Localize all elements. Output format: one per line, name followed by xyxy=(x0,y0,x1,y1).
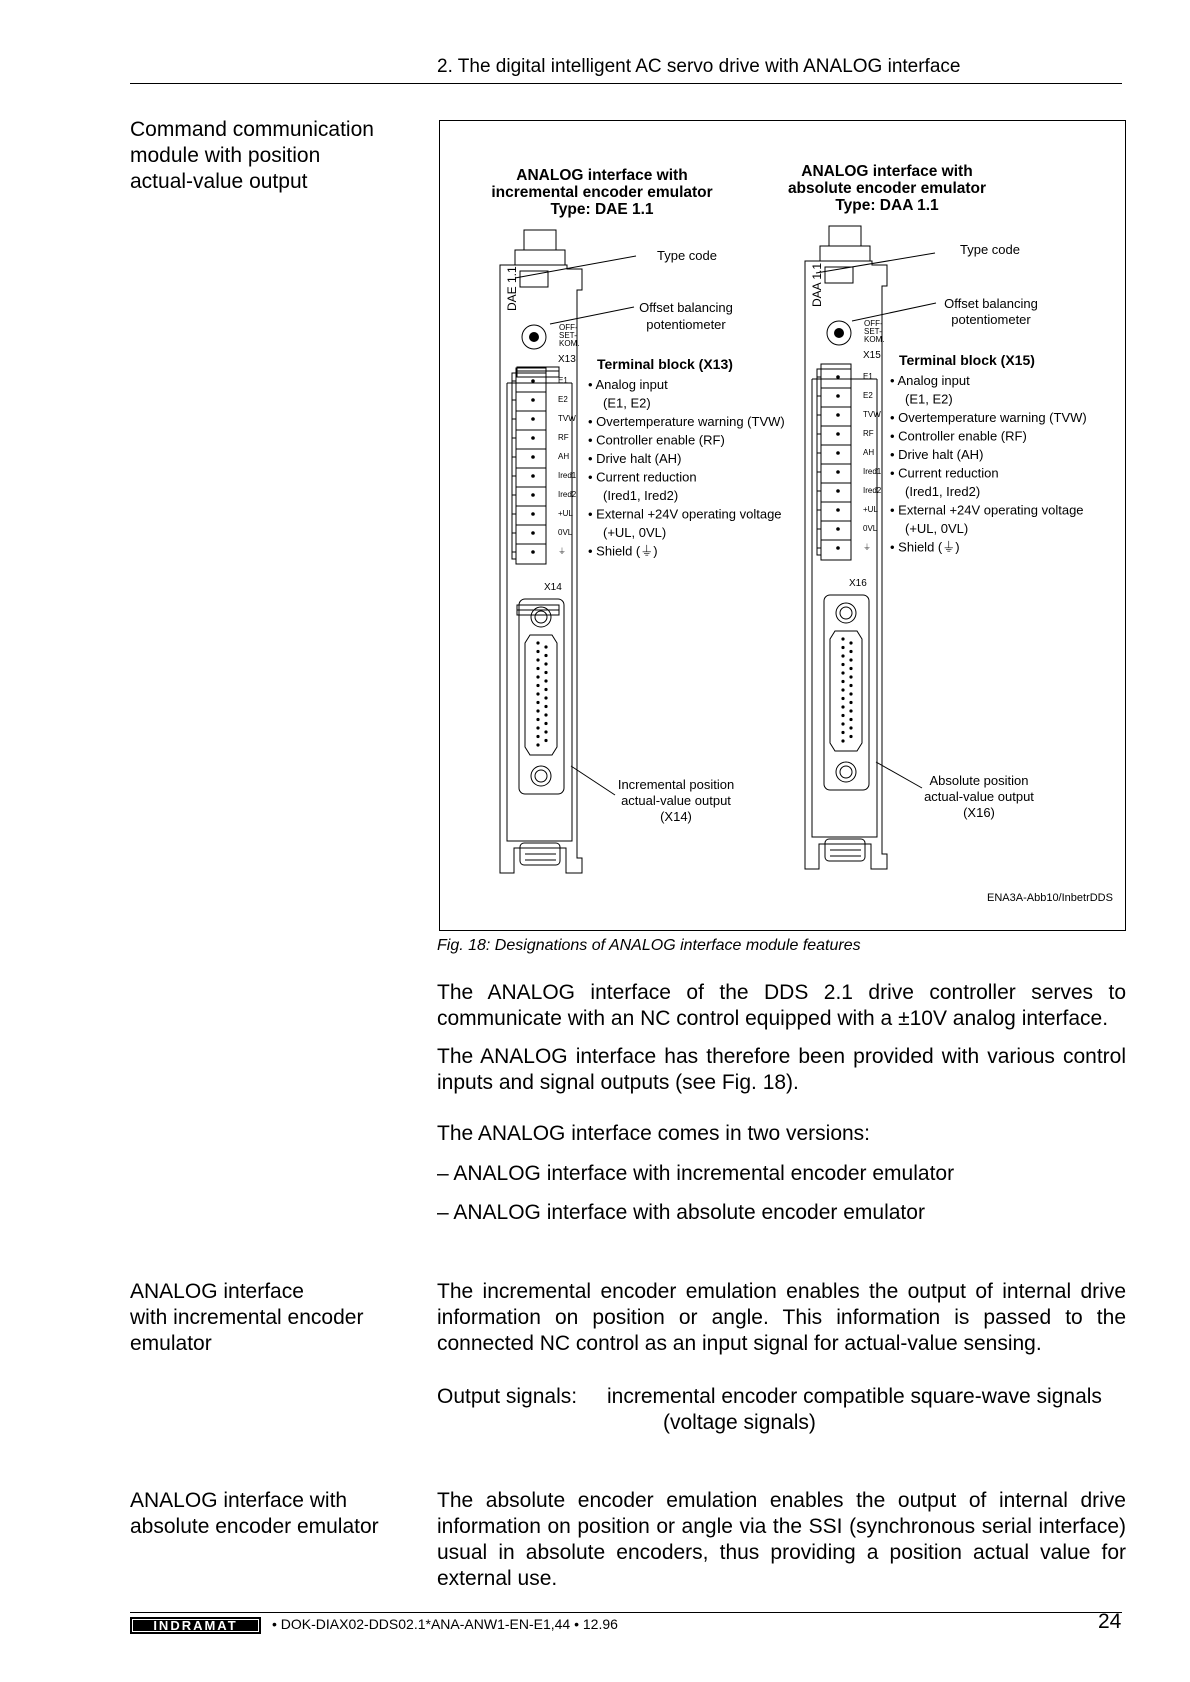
figure-caption: Fig. 18: Designations of ANALOG interface module features xyxy=(437,937,861,954)
dsub-pin xyxy=(544,671,547,674)
dae-terminal-code: X13 xyxy=(558,354,576,365)
daa-title-line1: ANALOG interface with xyxy=(801,163,973,180)
daa-terminal-pins xyxy=(817,369,851,550)
dae-side-label: DAE 1.1 xyxy=(505,266,519,311)
daa-offset-callout-1: Offset balancing xyxy=(944,296,1038,311)
dsub-pin xyxy=(841,731,844,734)
dsub-pin xyxy=(544,654,547,657)
terminal-pin xyxy=(531,493,535,497)
pin-label: TVW xyxy=(863,410,881,419)
daa-offset-callout-2: potentiometer xyxy=(951,312,1031,327)
pin-label: 0VL xyxy=(558,528,573,537)
dsub-pin xyxy=(841,697,844,700)
dsub-pin xyxy=(849,709,852,712)
terminal-pin xyxy=(836,394,840,398)
header-rule xyxy=(130,83,1122,84)
side-heading-incremental: ANALOG interface with incremental encoder emulator xyxy=(130,1280,364,1355)
dsub-pin xyxy=(841,739,844,742)
dsub-pin xyxy=(544,705,547,708)
terminal-item: • Drive halt (AH) xyxy=(890,447,984,462)
terminal-item: • Shield (⏚) xyxy=(588,543,658,559)
dsub-pin xyxy=(849,684,852,687)
dae-offset-label-3: KOM. xyxy=(559,339,580,348)
dae-offset-callout-1: Offset balancing xyxy=(639,300,733,315)
dsub-pin xyxy=(849,675,852,678)
daa-dsub-pins xyxy=(841,637,852,742)
dsub-pin xyxy=(849,641,852,644)
pin-label: ⏚ xyxy=(863,543,871,552)
dsub-pin xyxy=(849,735,852,738)
dae-title-line3: Type: DAE 1.1 xyxy=(550,201,654,218)
pin-label: Ired1 xyxy=(863,467,882,476)
pin-label: RF xyxy=(558,433,569,442)
dsub-pin xyxy=(841,688,844,691)
daa-terminal-heading: Terminal block (X15) xyxy=(899,352,1035,368)
pin-label: RF xyxy=(863,429,874,438)
daa-output-callout-3: (X16) xyxy=(963,805,995,820)
terminal-pin xyxy=(836,527,840,531)
terminal-pin xyxy=(836,375,840,379)
dsub-pin xyxy=(536,658,539,661)
dsub-pin xyxy=(544,739,547,742)
footer-doc-id: • DOK-DIAX02-DDS02.1*ANA-ANW1-EN-E1,44 • 12.96 xyxy=(272,1616,618,1632)
dsub-pin xyxy=(536,701,539,704)
dae-title-line2: incremental encoder emulator xyxy=(491,184,713,201)
dae-type-code-callout: Type code xyxy=(657,248,717,263)
dsub-pin xyxy=(841,680,844,683)
dae-offset-callout-2: potentiometer xyxy=(646,317,726,332)
terminal-pin xyxy=(531,550,535,554)
para-4: The incremental encoder emulation enables the output of internal drive information on position or angle. This information is passed to the connected NC control as an input signal for actual-value sensing. xyxy=(437,1280,1126,1355)
dsub-pin xyxy=(841,722,844,725)
dae-terminal-pins xyxy=(512,373,546,554)
terminal-item: (Ired1, Ired2) xyxy=(603,488,679,503)
dsub-pin xyxy=(841,646,844,649)
terminal-item: • External +24V operating voltage xyxy=(890,502,1084,518)
dsub-pin xyxy=(841,671,844,674)
pin-label: 0VL xyxy=(863,524,878,533)
terminal-pin xyxy=(531,398,535,402)
dsub-pin xyxy=(841,705,844,708)
terminal-item: (+UL, 0VL) xyxy=(905,521,969,536)
dsub-pin xyxy=(544,713,547,716)
module-diagram xyxy=(440,121,1127,932)
terminal-pin xyxy=(836,470,840,474)
daa-title-line3: Type: DAA 1.1 xyxy=(835,197,939,214)
terminal-item: (+UL, 0VL) xyxy=(603,525,667,540)
terminal-item: • Overtemperature warning (TVW) xyxy=(890,410,1087,425)
figure-id: ENA3A-Abb10/InbetrDDS xyxy=(987,892,1113,904)
dsub-pin xyxy=(849,667,852,670)
page-number: 24 xyxy=(1098,1610,1122,1633)
daa-offset-label-1: OFF- xyxy=(864,319,883,328)
pin-label: E1 xyxy=(558,376,568,385)
dsub-pin xyxy=(841,714,844,717)
terminal-item: • Analog input xyxy=(890,373,970,388)
dsub-pin xyxy=(536,709,539,712)
pin-label: TVW xyxy=(558,414,576,423)
pin-label: Ired2 xyxy=(863,486,882,495)
running-header: 2. The digital intelligent AC servo drive with ANALOG interface xyxy=(437,56,961,77)
terminal-item: • Overtemperature warning (TVW) xyxy=(588,414,785,429)
terminal-item: • Shield (⏚) xyxy=(890,539,960,555)
dsub-pin xyxy=(841,637,844,640)
dae-title-line1: ANALOG interface with xyxy=(516,167,688,184)
dsub-pin xyxy=(849,718,852,721)
dae-dsub-pins xyxy=(536,641,547,746)
pin-label: ⏚ xyxy=(558,547,566,556)
daa-connector-code: X16 xyxy=(849,578,867,589)
output-signals-value-1: incremental encoder compatible square-wave signals xyxy=(607,1385,1102,1408)
dsub-pin xyxy=(536,692,539,695)
dsub-pin xyxy=(544,730,547,733)
terminal-pin xyxy=(836,451,840,455)
pin-label: Ired2 xyxy=(558,490,577,499)
pin-label: E2 xyxy=(863,391,873,400)
dsub-pin xyxy=(536,718,539,721)
dsub-pin xyxy=(536,650,539,653)
terminal-pin xyxy=(836,508,840,512)
terminal-item: (E1, E2) xyxy=(905,391,953,407)
pin-label: Ired1 xyxy=(558,471,577,480)
dsub-pin xyxy=(849,658,852,661)
dsub-pin xyxy=(849,692,852,695)
terminal-pin xyxy=(531,417,535,421)
daa-output-callout-1: Absolute position xyxy=(929,773,1029,788)
dsub-pin xyxy=(536,641,539,644)
dae-offset-label-1: OFF- xyxy=(559,323,578,332)
dsub-pin xyxy=(544,645,547,648)
dsub-pin xyxy=(544,696,547,699)
daa-terminal-code: X15 xyxy=(863,350,881,361)
para-2: The ANALOG interface has therefore been provided with various control inputs and signal outputs (see Fig. 18). xyxy=(437,1045,1126,1094)
terminal-item: • Controller enable (RF) xyxy=(890,428,1027,444)
daa-type-code-callout: Type code xyxy=(960,242,1020,257)
indramat-logo xyxy=(130,1617,261,1634)
pin-label: AH xyxy=(558,452,570,461)
terminal-pin xyxy=(531,436,535,440)
dae-terminal-heading: Terminal block (X13) xyxy=(597,356,733,372)
daa-output-callout-2: actual-value output xyxy=(924,789,1034,804)
terminal-item: • Controller enable (RF) xyxy=(588,432,725,448)
output-signals xyxy=(437,1384,1126,1434)
pin-label: +UL xyxy=(558,509,573,518)
dae-offset-label-2: SET- xyxy=(559,331,577,340)
list-item-absolute: – ANALOG interface with absolute encoder emulator xyxy=(437,1201,925,1224)
dsub-pin xyxy=(536,684,539,687)
footer-rule xyxy=(130,1612,1122,1613)
daa-side-label: DAA 1.1 xyxy=(810,262,824,307)
terminal-item: • External +24V operating voltage xyxy=(588,506,782,522)
terminal-pin xyxy=(836,489,840,493)
terminal-pin xyxy=(531,474,535,478)
terminal-pin xyxy=(531,379,535,383)
para-1: The ANALOG interface of the DDS 2.1 drive controller serves to communicate with an NC control equipped with a ±10V analog interface. xyxy=(437,981,1126,1030)
terminal-item: • Drive halt (AH) xyxy=(588,451,682,466)
terminal-item: (Ired1, Ired2) xyxy=(905,484,981,499)
pin-label: AH xyxy=(863,448,875,457)
svg-text:INDRAMAT: INDRAMAT xyxy=(153,1618,238,1633)
daa-title-line2: absolute encoder emulator xyxy=(787,180,987,197)
daa-offset-label-2: SET- xyxy=(864,327,882,336)
dsub-pin xyxy=(544,679,547,682)
terminal-pin xyxy=(531,531,535,535)
dsub-pin xyxy=(536,735,539,738)
terminal-pin xyxy=(836,546,840,550)
dsub-pin xyxy=(544,722,547,725)
list-item-incremental: – ANALOG interface with incremental encoder emulator xyxy=(437,1162,955,1185)
dae-output-callout-3: (X14) xyxy=(660,809,692,824)
dsub-pin xyxy=(536,675,539,678)
dsub-pin xyxy=(849,650,852,653)
dsub-pin xyxy=(841,663,844,666)
dae-output-callout-2: actual-value output xyxy=(621,793,731,808)
terminal-item: • Current reduction xyxy=(890,465,999,481)
dsub-pin xyxy=(841,654,844,657)
para-5: The absolute encoder emulation enables the output of internal drive information on position or angle via the SSI (synchronous serial interface) usual in absolute encoders, thus providing a position actual value for external use. xyxy=(437,1489,1126,1590)
side-heading-absolute: ANALOG interface with absolute encoder emulator xyxy=(130,1489,379,1538)
terminal-pin xyxy=(836,432,840,436)
para-3: The ANALOG interface comes in two versions: xyxy=(437,1122,871,1145)
dsub-pin xyxy=(536,743,539,746)
pin-label: E1 xyxy=(863,372,873,381)
figure-box xyxy=(439,120,1126,931)
terminal-pin xyxy=(836,413,840,417)
terminal-pin xyxy=(531,512,535,516)
terminal-pin xyxy=(531,455,535,459)
pin-label: +UL xyxy=(863,505,878,514)
dae-output-callout-1: Incremental position xyxy=(617,777,735,792)
dsub-pin xyxy=(536,667,539,670)
output-signals-label: Output signals: xyxy=(437,1385,578,1408)
terminal-item: • Current reduction xyxy=(588,469,697,485)
dsub-pin xyxy=(544,688,547,691)
dsub-pin xyxy=(849,726,852,729)
pin-label: E2 xyxy=(558,395,568,404)
dsub-pin xyxy=(536,726,539,729)
dae-connector-code: X14 xyxy=(544,582,562,593)
dsub-pin xyxy=(849,701,852,704)
dsub-pin xyxy=(544,662,547,665)
output-signals-value-2: (voltage signals) xyxy=(663,1411,816,1434)
daa-offset-label-3: KOM. xyxy=(864,335,885,344)
side-heading-command: Command communication module with position actual-value output xyxy=(130,118,374,193)
terminal-item: • Analog input xyxy=(588,377,668,392)
terminal-item: (E1, E2) xyxy=(603,395,651,411)
